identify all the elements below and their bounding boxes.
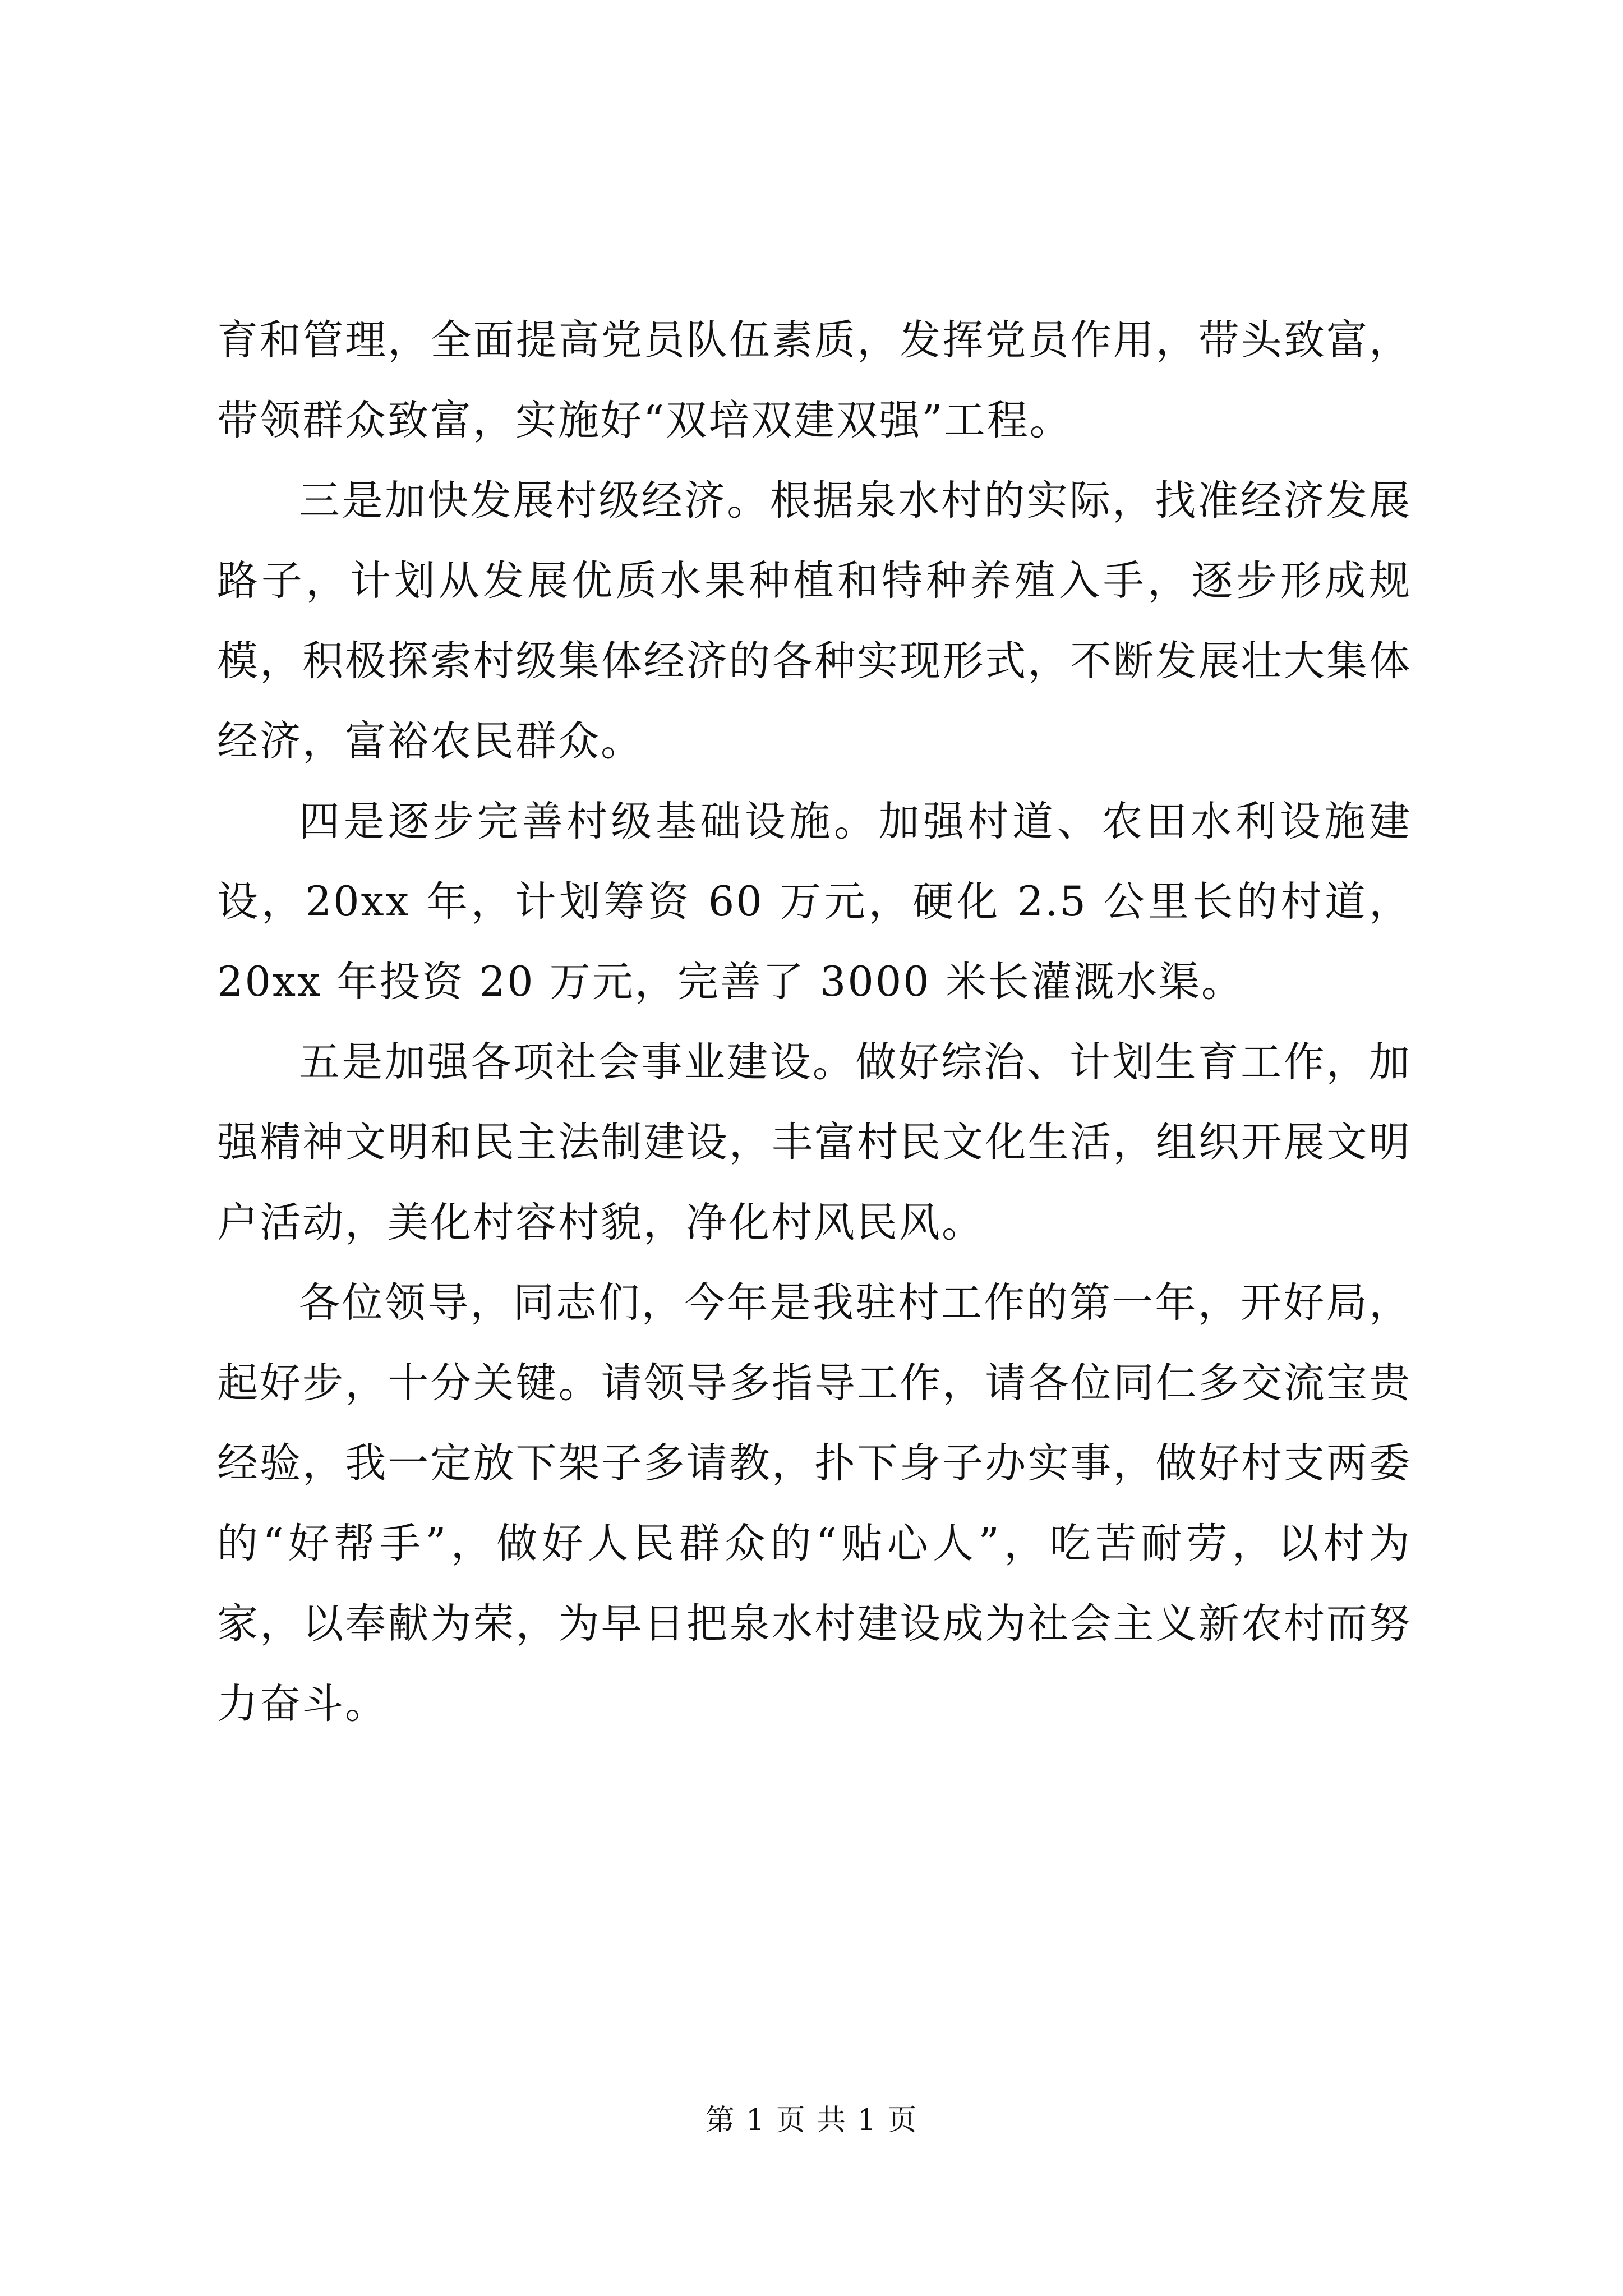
page-number-footer: 第 1 页 共 1 页	[705, 2104, 918, 2137]
paragraph-infrastructure: 四是逐步完善村级基础设施。加强村道、农田水利设施建设，20xx 年，计划筹资 60 万元，硬化 2.5 公里长的村道，20xx 年投资 20 万元，完善了 3000 米长灌溉水渠。	[217, 798, 1412, 1006]
paragraph-closing: 各位领导，同志们，今年是我驻村工作的第一年，开好局，起好步，十分关键。请领导多指导工作，请各位同仁多交流宝贵经验，我一定放下架子多请教，扑下身子办实事，做好村支两委的“好帮手”，做好人民群众的“贴心人”，吃苦耐劳，以村为家，以奉献为荣，为早日把泉水村建设成为社会主义新农村而努力奋斗。	[217, 1279, 1412, 1728]
paragraph-continuation: 育和管理，全面提高党员队伍素质，发挥党员作用，带头致富，带领群众致富，实施好“双培双建双强”工程。	[217, 316, 1412, 444]
document-body	[217, 300, 1412, 1744]
paragraph-village-economy: 三是加快发展村级经济。根据泉水村的实际，找准经济发展路子，计划从发展优质水果种植和特种养殖入手，逐步形成规模，积极探索村级集体经济的各种实现形式，不断发展壮大集体经济，富裕农民群众。	[217, 477, 1412, 765]
paragraph-social-affairs: 五是加强各项社会事业建设。做好综治、计划生育工作，加强精神文明和民主法制建设，丰富村民文化生活，组织开展文明户活动，美化村容村貌，净化村风民风。	[217, 1038, 1412, 1246]
